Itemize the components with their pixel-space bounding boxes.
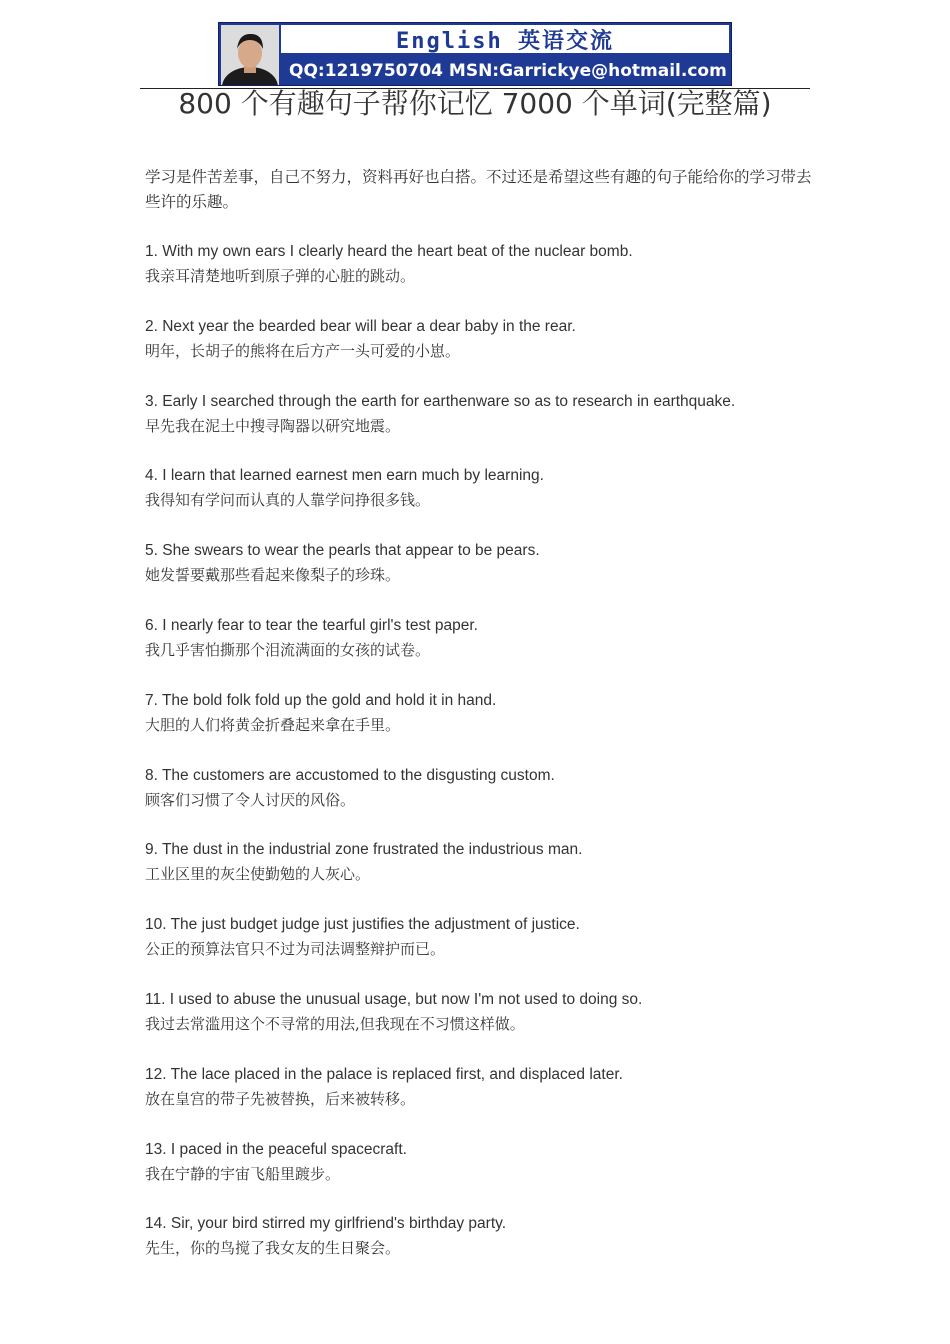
chinese-translation: 顾客们习惯了令人讨厌的风俗。 (145, 790, 356, 809)
chinese-translation: 大胆的人们将黄金折叠起来拿在手里。 (145, 715, 401, 734)
list-item (145, 1138, 825, 1213)
avatar (221, 25, 279, 85)
list-item (145, 1212, 825, 1287)
english-sentence: 11. I used to abuse the unusual usage, but now I'm not used to doing so. (145, 990, 643, 1008)
english-sentence: 12. The lace placed in the palace is replaced first, and displaced later. (145, 1065, 623, 1083)
list-item (145, 539, 825, 614)
sentence-list (145, 240, 825, 1287)
document-title: 800 个有趣句子帮你记忆 7000 个单词(完整篇) (178, 87, 772, 120)
list-item (145, 764, 825, 839)
list-item (145, 689, 825, 764)
list-item (145, 913, 825, 988)
chinese-translation: 先生，你的鸟搅了我女友的生日聚会。 (145, 1239, 401, 1258)
chinese-translation: 我过去常滥用这个不寻常的用法,但我现在不习惯这样做。 (145, 1014, 525, 1033)
chinese-translation: 她发誓要戴那些看起来像梨子的珍珠。 (145, 566, 401, 585)
english-sentence: 9. The dust in the industrial zone frustrated the industrious man. (145, 841, 583, 859)
header-banner (218, 22, 732, 86)
english-sentence: 14. Sir, your bird stirred my girlfriend's birthday party. (145, 1215, 507, 1233)
english-sentence: 3. Early I searched through the earth for earthenware so as to research in earthquake. (145, 392, 736, 410)
list-item (145, 988, 825, 1063)
header-rule (140, 88, 810, 89)
banner-contact: QQ:1219750704 MSN:Garrickye@hotmail.com (289, 61, 727, 81)
list-item (145, 838, 825, 913)
english-sentence: 1. With my own ears I clearly heard the heart beat of the nuclear bomb. (145, 243, 633, 260)
list-item (145, 315, 825, 390)
chinese-translation: 工业区里的灰尘使勤勉的人灰心。 (145, 865, 371, 884)
chinese-translation: 早先我在泥土中搜寻陶器以研究地震。 (145, 416, 401, 435)
english-sentence: 6. I nearly fear to tear the tearful girl's test paper. (145, 616, 478, 634)
list-item (145, 240, 825, 315)
list-item (145, 614, 825, 689)
english-sentence: 10. The just budget judge just justifies the adjustment of justice. (145, 916, 580, 934)
list-item (145, 464, 825, 539)
english-sentence: 8. The customers are accustomed to the disgusting custom. (145, 766, 555, 784)
chinese-translation: 公正的预算法官只不过为司法调整辩护而已。 (145, 940, 446, 959)
list-item (145, 390, 825, 465)
intro-paragraph: 学习是件苦差事，自己不努力，资料再好也白搭。不过还是希望这些有趣的句子能给你的学习带去些许的乐趣。 (145, 168, 812, 211)
chinese-translation: 我得知有学问而认真的人靠学问挣很多钱。 (145, 491, 431, 510)
banner-title: English 英语交流 (281, 25, 729, 55)
list-item (145, 1063, 825, 1138)
english-sentence: 7. The bold folk fold up the gold and hold it in hand. (145, 691, 497, 709)
chinese-translation: 明年，长胡子的熊将在后方产一头可爱的小崽。 (145, 341, 461, 360)
english-sentence: 4. I learn that learned earnest men earn much by learning. (145, 467, 544, 485)
english-sentence: 13. I paced in the peaceful spacecraft. (145, 1140, 407, 1158)
english-sentence: 2. Next year the bearded bear will bear a dear baby in the rear. (145, 317, 576, 335)
chinese-translation: 我亲耳清楚地听到原子弹的心脏的跳动。 (145, 267, 416, 285)
chinese-translation: 我在宁静的宇宙飞船里踱步。 (145, 1164, 341, 1183)
chinese-translation: 放在皇宫的带子先被替换，后来被转移。 (145, 1089, 416, 1108)
english-sentence: 5. She swears to wear the pearls that appear to be pears. (145, 542, 540, 560)
chinese-translation: 我几乎害怕撕那个泪流满面的女孩的试卷。 (145, 640, 431, 659)
